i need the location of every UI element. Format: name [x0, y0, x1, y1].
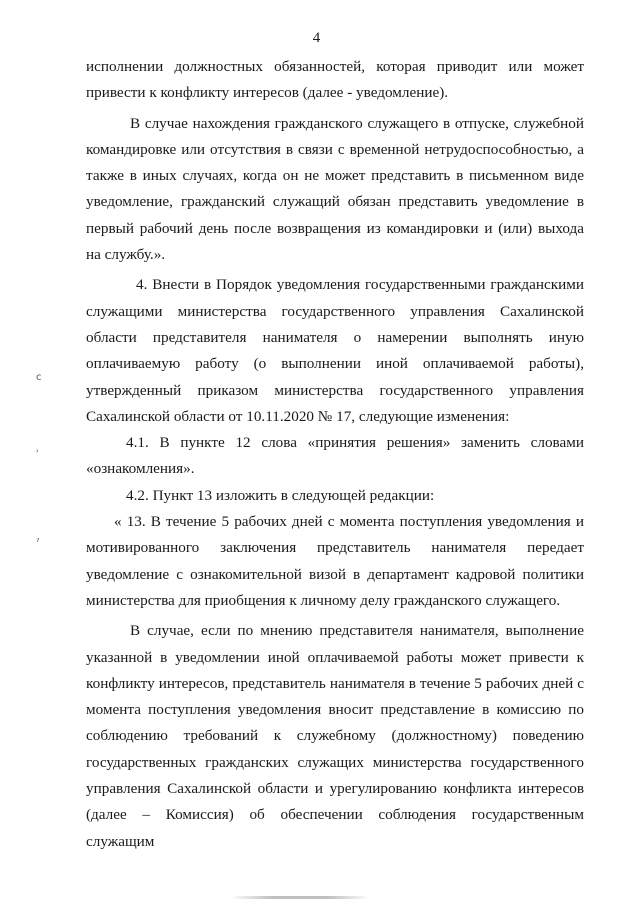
paragraph-item-4-1: 4.1. В пункте 12 слова «принятия решения» заменить словами «ознакомления». — [86, 434, 584, 478]
paragraph-continuation: исполнении должностных обязанностей, которая приводит или может привести к конфликту интересов (далее - уведомление). — [86, 58, 584, 102]
scan-smudge — [230, 896, 370, 899]
document-body — [86, 54, 584, 855]
paragraph-conflict-case: В случае, если по мнению представителя нанимателя, выполнение указанной в уведомлении иной оплачиваемой работы может привести к конфликту интересов, представитель нанимателя в течение 5 рабочих дней с момента поступления уведомления вносит представление в комиссию по соблюдению требований к служебному (должностному) поведению государственных гражданских служащих министерства государственного управления Сахалинской области и урегулированию конфликта интересов (далее – Комиссия) об обеспечении соблюдения государственным служащим — [86, 622, 584, 850]
scan-mark: ʾ — [36, 449, 40, 460]
paragraph-item-4: 4. Внести в Порядок уведомления государственными гражданскими служащими министерства государственного управления Сахалинской области представителя нанимателя о намерении выполнять иную оплачиваемую работу (о выполнении иной оплачиваемой работы), утвержденный приказом министерства государственного управления Сахалинской области от 10.11.2020 № 17, следующие изменения: — [86, 276, 584, 425]
paragraph-item-4-2: 4.2. Пункт 13 изложить в следующей редакции: — [126, 486, 435, 504]
paragraph-clause-13: « 13. В течение 5 рабочих дней с момента поступления уведомления и мотивированного заключения представитель нанимателя передает уведомление с ознакомительной визой в департамент кадровой политики министерства для приобщения к личному делу гражданского служащего. — [86, 513, 584, 609]
scan-mark: c — [36, 372, 42, 383]
paragraph-vacation-case: В случае нахождения гражданского служащего в отпуске, служебной командировке или отсутствия в связи с временной нетрудоспособностью, а также в иных случаях, когда он не может представить в письменном виде уведомление, гражданский служащий обязан представить уведомление в первый рабочий день после возвращения из командировки и (или) выхода на службу.». — [86, 114, 584, 264]
page-number: 4 — [312, 30, 321, 46]
scan-mark: ˀ — [36, 537, 40, 548]
